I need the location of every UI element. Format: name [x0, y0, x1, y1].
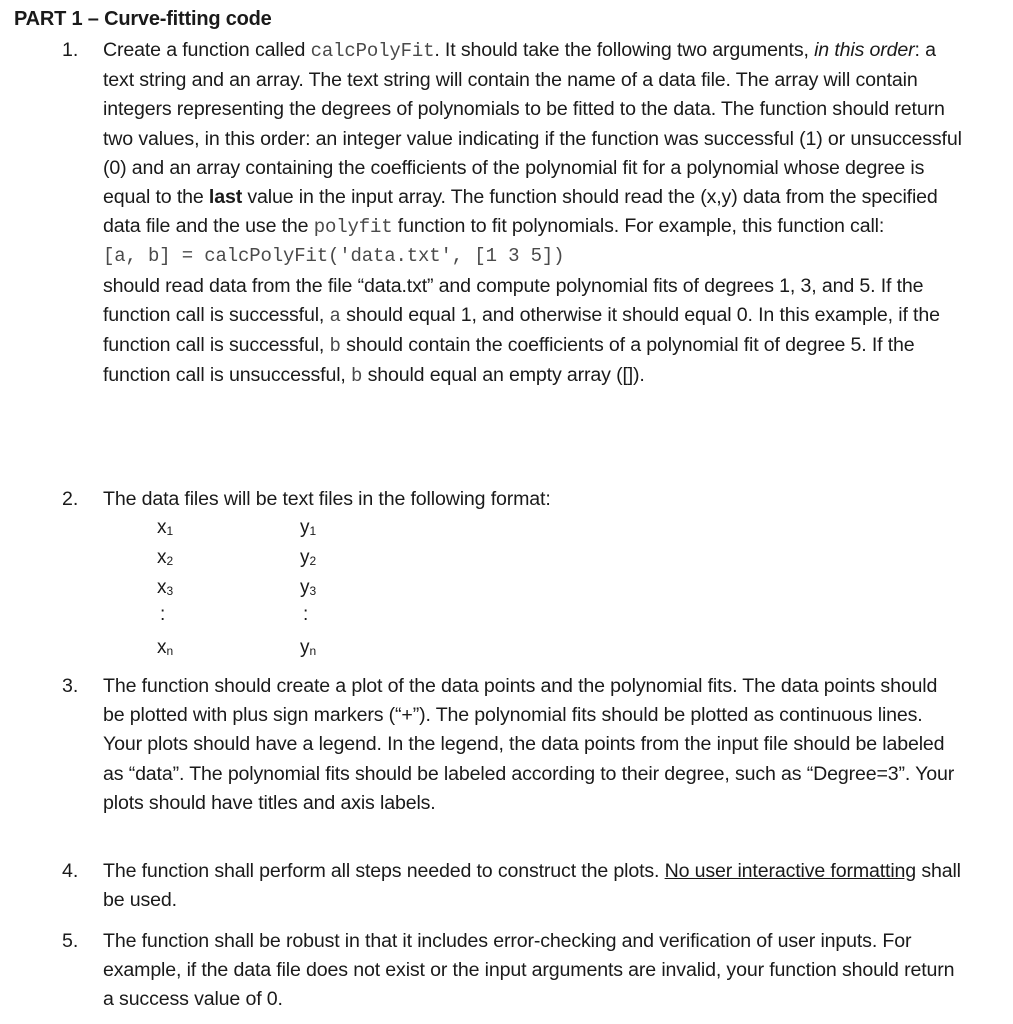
italic-text: in this order: [814, 39, 915, 61]
text-segment: . It should take the following two arguments,: [434, 39, 809, 61]
text-segment: should equal an empty array ([]).: [362, 364, 645, 387]
section-title: PART 1 – Curve-fitting code: [14, 8, 272, 30]
underlined-text: No user interactive formatting: [664, 860, 917, 882]
text-segment: : a text string and an array. The text string will contain the name of a data file. The array will contain integers representing the degrees of polynomials to be fitted to the data. The function should return two values, in this order: an integer value indicating if the function was successful (1) or unsuccessful (0) and an array containing the coefficients of the polynomial fit for a polynomial whose degree is equal to the: [103, 39, 962, 209]
code-var-a: a: [329, 304, 341, 327]
table-cell-y: $y_1$: [300, 517, 317, 538]
text-segment: should equal 1, and otherwise it should equal 0. In this example, if the function call is successful,: [103, 303, 940, 357]
table-cell-y: $y_2$: [300, 547, 317, 568]
text-segment: should read data from the file “data.txt” and compute polynomial fits of degrees 1, 3, and 5. If the function call is successful,: [103, 274, 924, 326]
text-segment: The function shall perform all steps needed to construct the plots.: [103, 860, 665, 882]
item-number: 5.: [62, 930, 79, 952]
item-body: [103, 857, 962, 915]
text-segment: shall be used.: [103, 860, 961, 912]
table-cell-y: $y_n$: [300, 637, 317, 658]
code-var-b: b: [351, 365, 363, 388]
table-cell-x: $x_1$: [157, 517, 174, 538]
table-cell-x: :: [160, 604, 166, 625]
text-segment: Create a function called: [103, 39, 311, 61]
list-item-3: [62, 672, 962, 818]
code-example-line: [a, b] = calcPolyFit('data.txt', [1 3 5]): [103, 245, 565, 268]
item-number: 3.: [62, 675, 79, 697]
code-var-b: b: [329, 335, 341, 358]
code-function-name: calcPolyFit: [310, 40, 435, 62]
bold-text: last: [208, 186, 243, 209]
table-cell-y: :: [303, 604, 309, 625]
item-body: The function shall be robust in that it includes error-checking and verification of user inputs. For example, if the data file does not exist or the input arguments are invalid, your function should return a success value of 0.: [103, 930, 955, 1011]
item-body: The data files will be text files in the following format:: [103, 488, 551, 510]
text-segment: function to fit polynomials. For example, this function call:: [392, 215, 885, 238]
list-item-4: [62, 857, 962, 915]
table-cell-x: $x_n$: [157, 637, 174, 658]
item-number: 1.: [62, 39, 79, 61]
table-cell-y: $y_3$: [300, 577, 317, 598]
table-cell-x: $x_3$: [157, 577, 174, 598]
list-item-2: [62, 485, 962, 514]
item-number: 4.: [62, 860, 79, 882]
text-segment: value in the input array. The function should read the (x,y) data from the specified data file and the use the: [103, 186, 938, 238]
text-segment: should contain the coefficients of a polynomial fit of degree 5. If the function call is unsuccessful,: [103, 334, 915, 387]
list-item-1: [62, 36, 962, 391]
item-number: 2.: [62, 488, 79, 510]
list-item-5: [62, 927, 962, 1015]
item-body: [103, 36, 962, 391]
item-body: The function should create a plot of the data points and the polynomial fits. The data points should be plotted with plus sign markers (“+”). The polynomial fits should be plotted as continuous lines. Your plots should have a legend. In the legend, the data points from the input file should be labeled as “data”. The polynomial fits should be labeled according to their degree, such as “Degree=3”. Your plots should have titles and axis labels.: [103, 675, 955, 814]
table-cell-x: $x_2$: [157, 547, 174, 568]
code-polyfit: polyfit: [313, 216, 393, 239]
